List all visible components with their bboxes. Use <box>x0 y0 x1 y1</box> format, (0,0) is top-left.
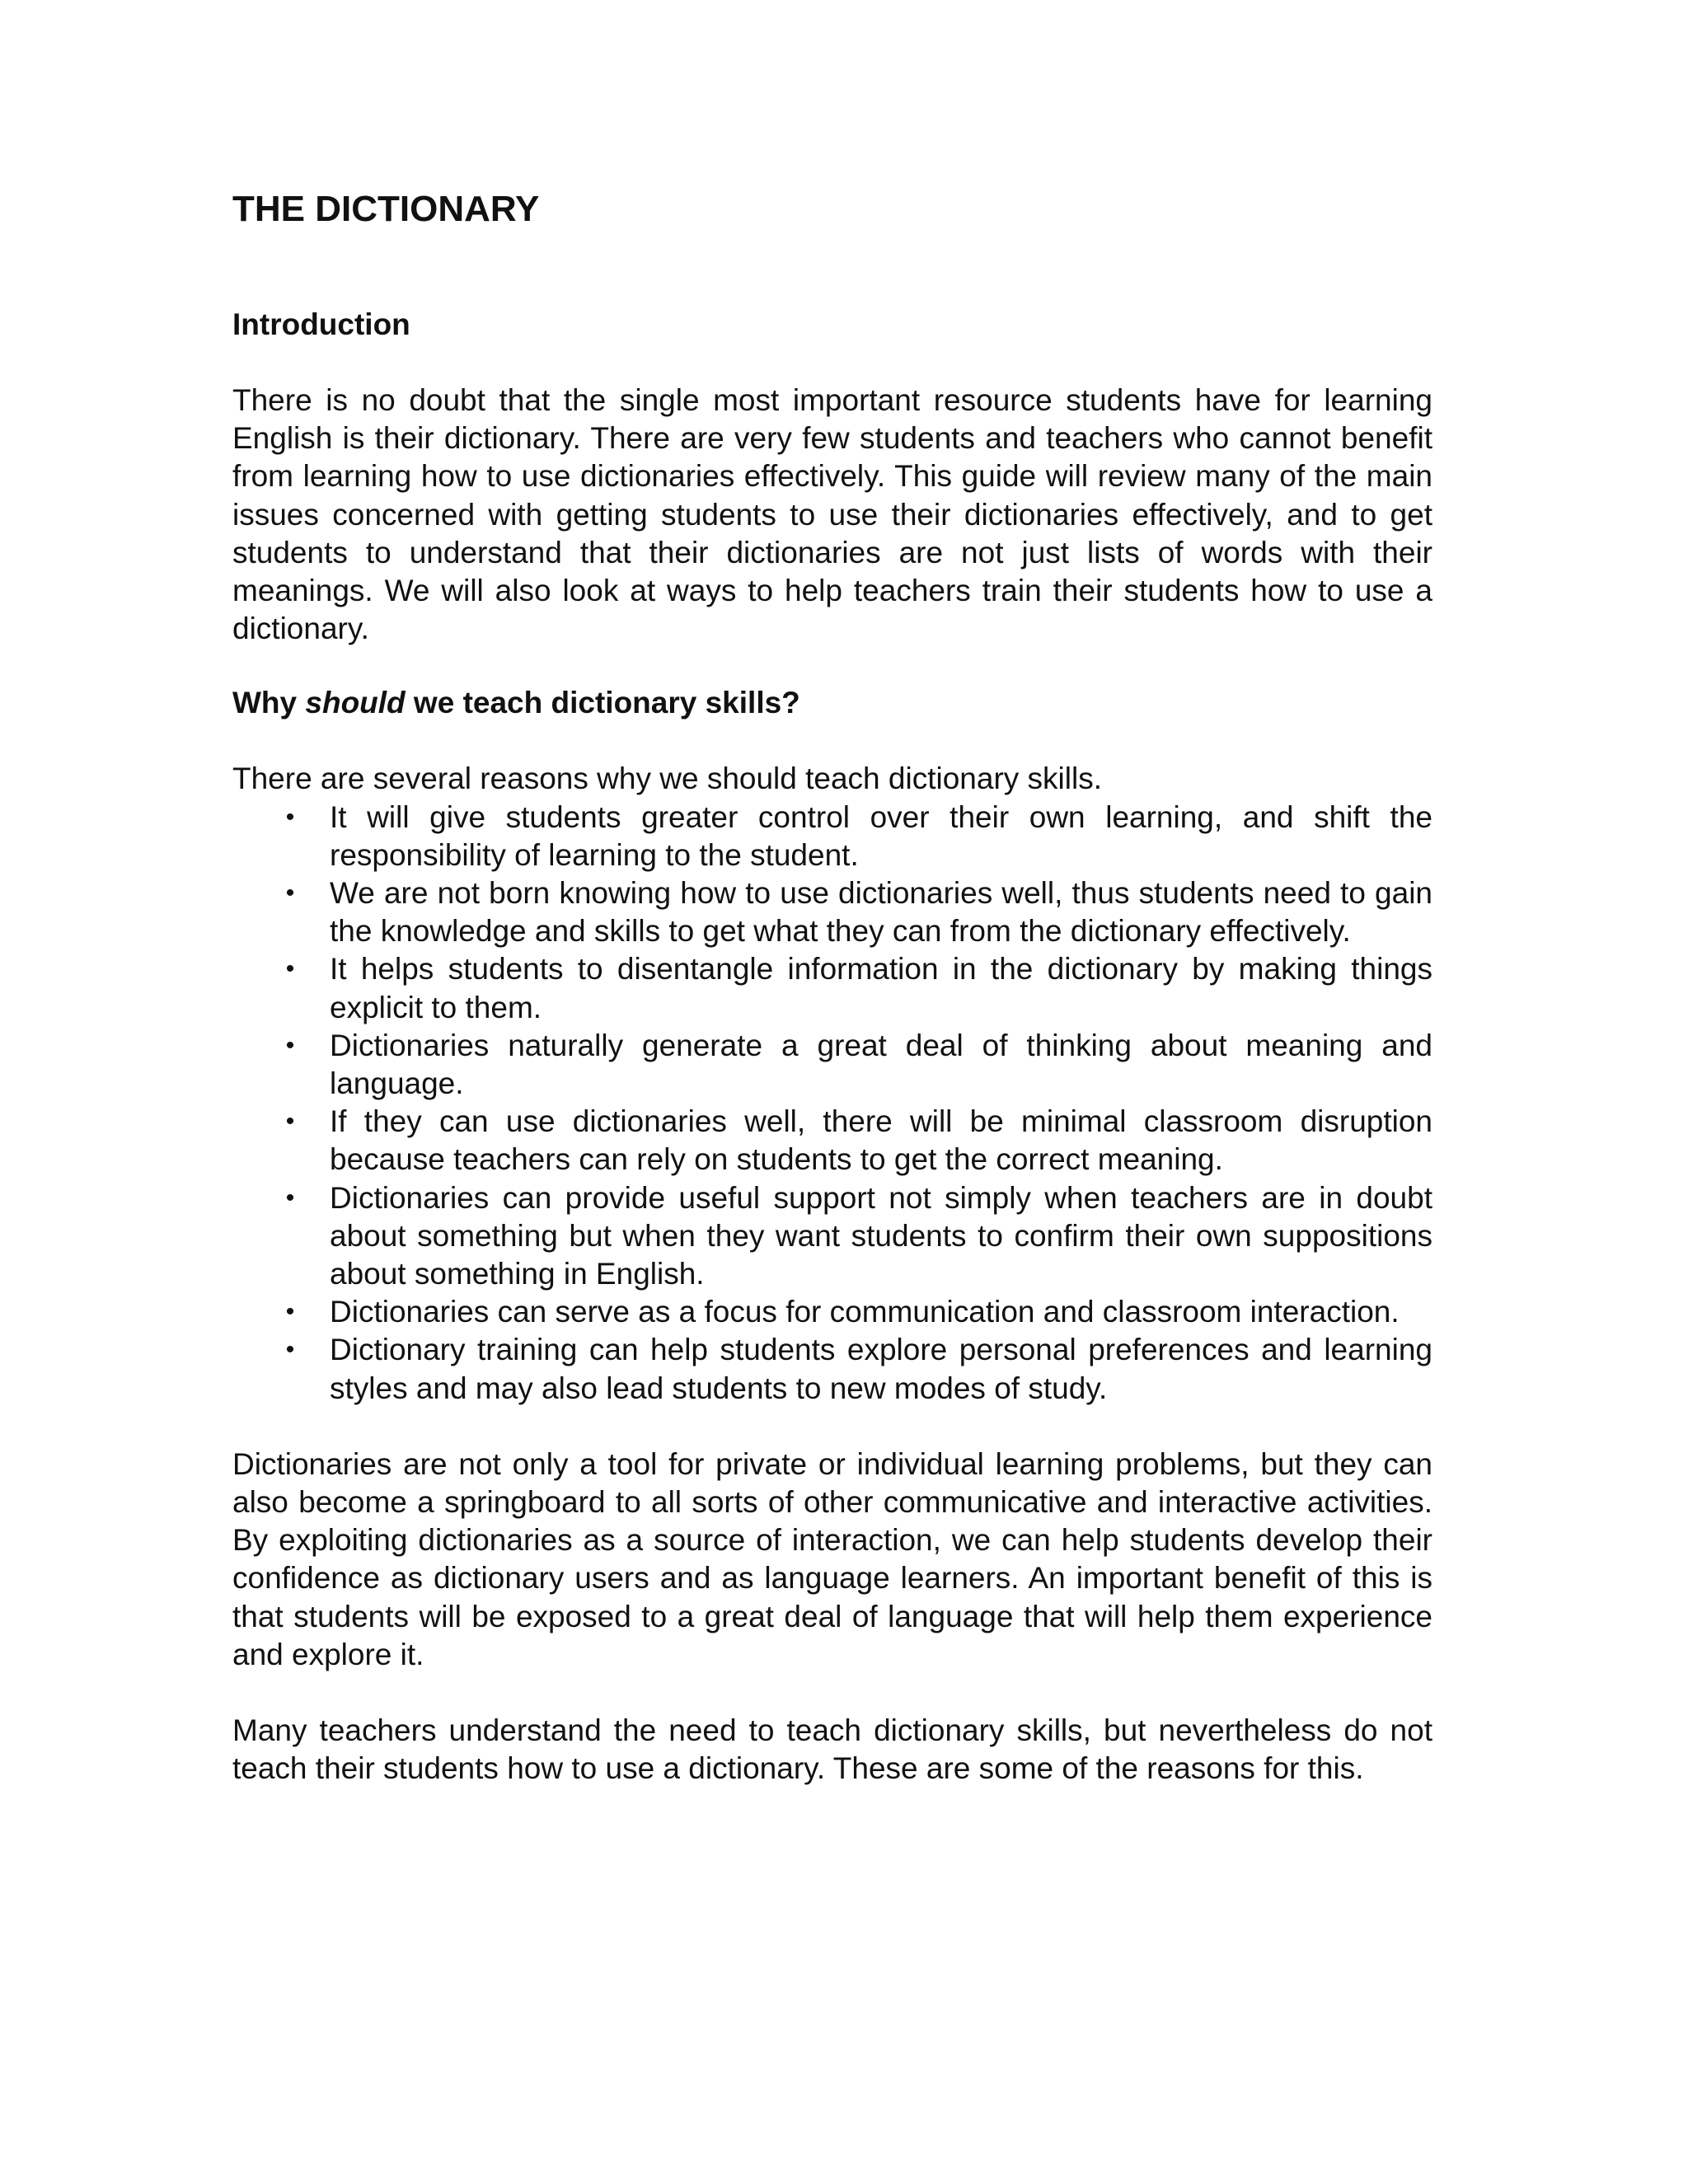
bullet-icon: • <box>285 1183 295 1212</box>
bullet-icon: • <box>285 803 295 831</box>
list-item <box>232 874 1432 950</box>
list-item <box>232 799 1432 874</box>
why-heading-start: Why <box>232 686 306 720</box>
why-teach-heading <box>232 684 1432 722</box>
list-item-text: Dictionary training can help students explore personal preferences and learning styles and may also lead students to new modes of study. <box>330 1333 1432 1405</box>
bullet-icon: • <box>285 1298 295 1326</box>
list-item <box>232 950 1432 1026</box>
bullet-icon: • <box>285 1336 295 1364</box>
list-item <box>232 1293 1432 1331</box>
list-item <box>232 1179 1432 1294</box>
closing-paragraph: Many teachers understand the need to teach dictionary skills, but nevertheless do not teach their students how to use a dictionary. These are some of the reasons for this. <box>232 1713 1432 1786</box>
list-item-text: We are not born knowing how to use dictionaries well, thus students need to gain the knowledge and skills to get what they can from the dictionary effectively. <box>330 876 1432 949</box>
introduction-paragraph: There is no doubt that the single most important resource students have for learning English is their dictionary. There are very few students and teachers who cannot benefit from learning how to use dictionaries effectively. This guide will review many of the main issues concerned with getting students to use their dictionaries effectively, and to get students to understand that their dictionaries are not just lists of words with their meanings. We will also look at ways to help teachers train their students how to use a dictionary. <box>232 383 1432 646</box>
introduction-heading: Introduction <box>232 307 410 341</box>
list-item-text: Dictionaries naturally generate a great deal of thinking about meaning and language. <box>330 1028 1432 1101</box>
list-item-text: If they can use dictionaries well, there will be minimal classroom disruption because teachers can rely on students to get the correct meaning. <box>330 1104 1432 1177</box>
why-heading-emphasis: should <box>305 686 406 720</box>
bullet-icon: • <box>285 955 295 983</box>
bullet-icon: • <box>285 879 295 907</box>
list-item-text: Dictionaries can serve as a focus for communication and classroom interaction. <box>330 1295 1400 1329</box>
list-item <box>232 1331 1432 1407</box>
document-page <box>232 186 1432 1788</box>
why-heading-end: we teach dictionary skills? <box>405 686 800 720</box>
list-item-text: It will give students greater control over their own learning, and shift the responsibility of learning to the student. <box>330 799 1432 872</box>
bullet-icon: • <box>285 1031 295 1059</box>
list-item-text: Dictionaries can provide useful support not simply when teachers are in doubt about something but when they want students to confirm their own suppositions about something in English. <box>330 1180 1432 1291</box>
list-item <box>232 1027 1432 1103</box>
document-title: THE DICTIONARY <box>232 189 540 229</box>
bullet-icon: • <box>285 1108 295 1136</box>
list-item-text: It helps students to disentangle information in the dictionary by making things explicit to them. <box>330 952 1432 1024</box>
list-item <box>232 1103 1432 1179</box>
reasons-list <box>232 799 1432 1408</box>
springboard-paragraph: Dictionaries are not only a tool for private or individual learning problems, but they can also become a springboard to all sorts of other communicative and interactive activities. By exploiting dictionaries as a source of interaction, we can help students develop their confidence as dictionary users and as language learners. An important benefit of this is that students will be exposed to a great deal of language that will help them experience and explore it. <box>232 1446 1432 1671</box>
reasons-lead-sentence: There are several reasons why we should teach dictionary skills. <box>232 762 1102 796</box>
